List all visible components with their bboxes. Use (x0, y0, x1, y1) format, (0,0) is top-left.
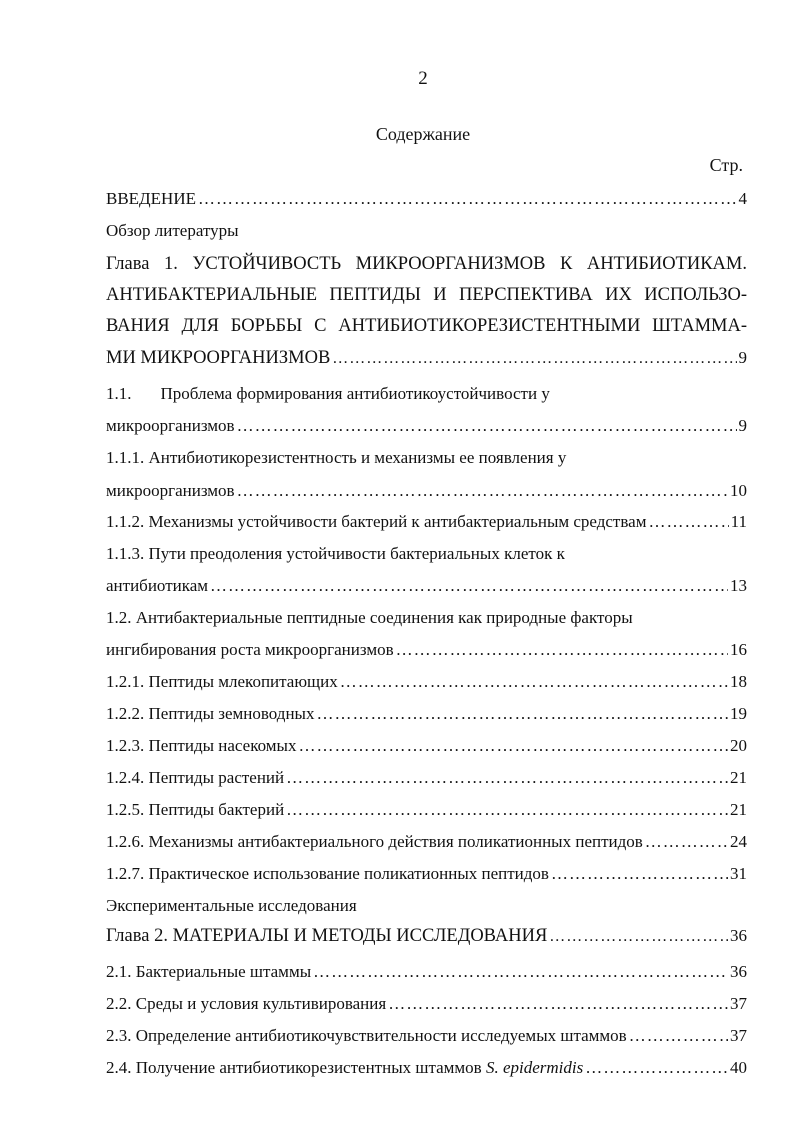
leader-dots (286, 767, 728, 789)
leader-dots (332, 343, 736, 374)
toc-entry-line (106, 415, 747, 437)
toc-page-number: 21 (730, 768, 747, 787)
toc-entry-text (106, 1057, 583, 1079)
toc-entry-1-2-5[interactable] (106, 799, 747, 821)
toc-entry-text: 1.2.2. Пептиды земноводных (106, 704, 315, 723)
toc-page-number: 11 (730, 512, 747, 531)
toc-page-number: 9 (738, 416, 747, 435)
leader-dots (198, 188, 737, 210)
leader-dots (313, 961, 728, 983)
leader-dots (298, 735, 728, 757)
section-label-experimental: Экспериментальные исследования (106, 896, 357, 915)
toc-entry-line: 1.2. Антибактериальные пептидные соединения как природные факторы (106, 608, 633, 627)
toc-entry-1-2-2[interactable] (106, 703, 747, 725)
leader-dots (388, 993, 728, 1015)
toc-entry-text: 1.1.2. Механизмы устойчивости бактерий к антибактериальным средствам (106, 512, 647, 531)
toc-entry-text: микроорганизмов (106, 481, 235, 500)
species-name: S. epidermidis (485, 1058, 584, 1077)
toc-entry-line (106, 575, 747, 597)
toc-entry-text: 1.2.6. Механизмы антибактериального действия поликатионных пептидов (106, 832, 643, 851)
toc-entry-1-2-7[interactable] (106, 863, 747, 885)
toc-page-number: 13 (730, 576, 747, 595)
toc-entry-line (106, 639, 747, 661)
toc-page-number: 40 (730, 1058, 747, 1077)
toc-page-number: 37 (730, 1026, 747, 1045)
toc-entry-text: 1.2.1. Пептиды млекопитающих (106, 672, 338, 691)
toc-entry-text-main: 2.4. Получение антибиотикорезистентных штаммов (106, 1058, 482, 1077)
leader-dots (645, 831, 728, 853)
toc-page-number: 19 (730, 704, 747, 723)
toc-entry-line (106, 383, 747, 405)
section-number: 1.1. (106, 384, 132, 403)
leader-dots (396, 639, 728, 661)
toc-entry-1-1-1[interactable] (106, 447, 747, 502)
toc-entry-text: ВВЕДЕНИЕ (106, 189, 196, 208)
chapter-title-line: Глава 1. УСТОЙЧИВОСТЬ МИКРООРГАНИЗМОВ К АНТИБИОТИКАМ. (106, 254, 747, 274)
toc-entry-text: 1.2.4. Пептиды растений (106, 768, 285, 787)
toc-page-number: 16 (730, 640, 747, 659)
chapter-title-last-line (106, 342, 747, 374)
leader-dots (286, 799, 728, 821)
chapter-title-line: АНТИБАКТЕРИАЛЬНЫЕ ПЕПТИДЫ И ПЕРСПЕКТИВА ИХ ИСПОЛЬЗО- (106, 285, 747, 305)
toc-entry-text: микроорганизмов (106, 416, 235, 435)
toc-page-number: 31 (730, 864, 747, 883)
toc-entry-1-1-3[interactable] (106, 543, 747, 597)
toc-page-number: 36 (730, 926, 747, 945)
toc-entry-line (106, 480, 747, 502)
page-number: 2 (418, 68, 428, 89)
leader-dots (551, 863, 728, 885)
toc-page-number: 24 (730, 832, 747, 851)
page-column-label: Стр. (709, 155, 743, 175)
toc-entry-text: 1.2.3. Пептиды насекомых (106, 736, 297, 755)
toc-entry-text: Проблема формирования антибиотикоустойчивости у (160, 384, 550, 403)
toc-entry-2-1[interactable] (106, 961, 747, 983)
toc-entry-text: 2.1. Бактериальные штаммы (106, 962, 312, 981)
toc-entry-2-2[interactable] (106, 993, 747, 1015)
toc-page-number: 37 (730, 994, 747, 1013)
toc-entry-1-1-2[interactable] (106, 511, 747, 533)
toc-page-number: 36 (730, 962, 747, 981)
toc-entry-chapter2[interactable] (106, 920, 747, 952)
chapter-title-line: ВАНИЯ ДЛЯ БОРЬБЫ С АНТИБИОТИКОРЕЗИСТЕНТНЫМИ ШТАММА- (106, 316, 747, 336)
leader-dots (210, 575, 728, 597)
table-of-contents (106, 180, 747, 1079)
toc-page-number: 20 (730, 736, 747, 755)
toc-entry-line: 1.1.1. Антибиотикорезистентность и механизмы ее появления у (106, 448, 567, 467)
toc-page-number: 4 (738, 189, 747, 208)
leader-dots (629, 1025, 728, 1047)
leader-dots (237, 415, 737, 437)
toc-entry-line: 1.1.3. Пути преодоления устойчивости бактериальных клеток к (106, 544, 565, 563)
toc-entry-text: МИ МИКРООРГАНИЗМОВ (106, 348, 331, 368)
toc-page-number: 21 (730, 800, 747, 819)
toc-page-number: 18 (730, 672, 747, 691)
toc-entry-2-4[interactable] (106, 1057, 747, 1079)
toc-entry-text: 2.2. Среды и условия культивирования (106, 994, 387, 1013)
toc-entry-1-2[interactable] (106, 607, 747, 661)
leader-dots (648, 511, 728, 533)
toc-entry-text: Глава 2. МАТЕРИАЛЫ И МЕТОДЫ ИССЛЕДОВАНИЯ (106, 926, 548, 946)
page-title: Содержание (375, 124, 471, 144)
leader-dots (340, 671, 728, 693)
toc-entry-1-2-6[interactable] (106, 831, 747, 853)
toc-entry-text: ингибирования роста микроорганизмов (106, 640, 394, 659)
toc-entry-text: 1.2.7. Практическое использование поликатионных пептидов (106, 864, 549, 883)
leader-dots (549, 921, 728, 952)
toc-entry-text: антибиотикам (106, 576, 209, 595)
leader-dots (316, 703, 728, 725)
toc-entry-text: 2.3. Определение антибиотикочувствительности исследуемых штаммов (106, 1026, 627, 1045)
toc-page-number: 10 (730, 481, 747, 500)
section-label-literature: Обзор литературы (106, 221, 239, 240)
leader-dots (585, 1057, 728, 1079)
toc-page-number: 9 (738, 348, 747, 367)
toc-entry-1-2-3[interactable] (106, 735, 747, 757)
toc-entry-text: 1.2.5. Пептиды бактерий (106, 800, 285, 819)
leader-dots (237, 480, 728, 502)
toc-entry-intro[interactable] (106, 188, 747, 210)
toc-entry-1-2-4[interactable] (106, 767, 747, 789)
toc-entry-chapter1[interactable] (106, 249, 747, 374)
toc-entry-2-3[interactable] (106, 1025, 747, 1047)
toc-entry-1-2-1[interactable] (106, 671, 747, 693)
toc-entry-1-1[interactable] (106, 383, 747, 437)
